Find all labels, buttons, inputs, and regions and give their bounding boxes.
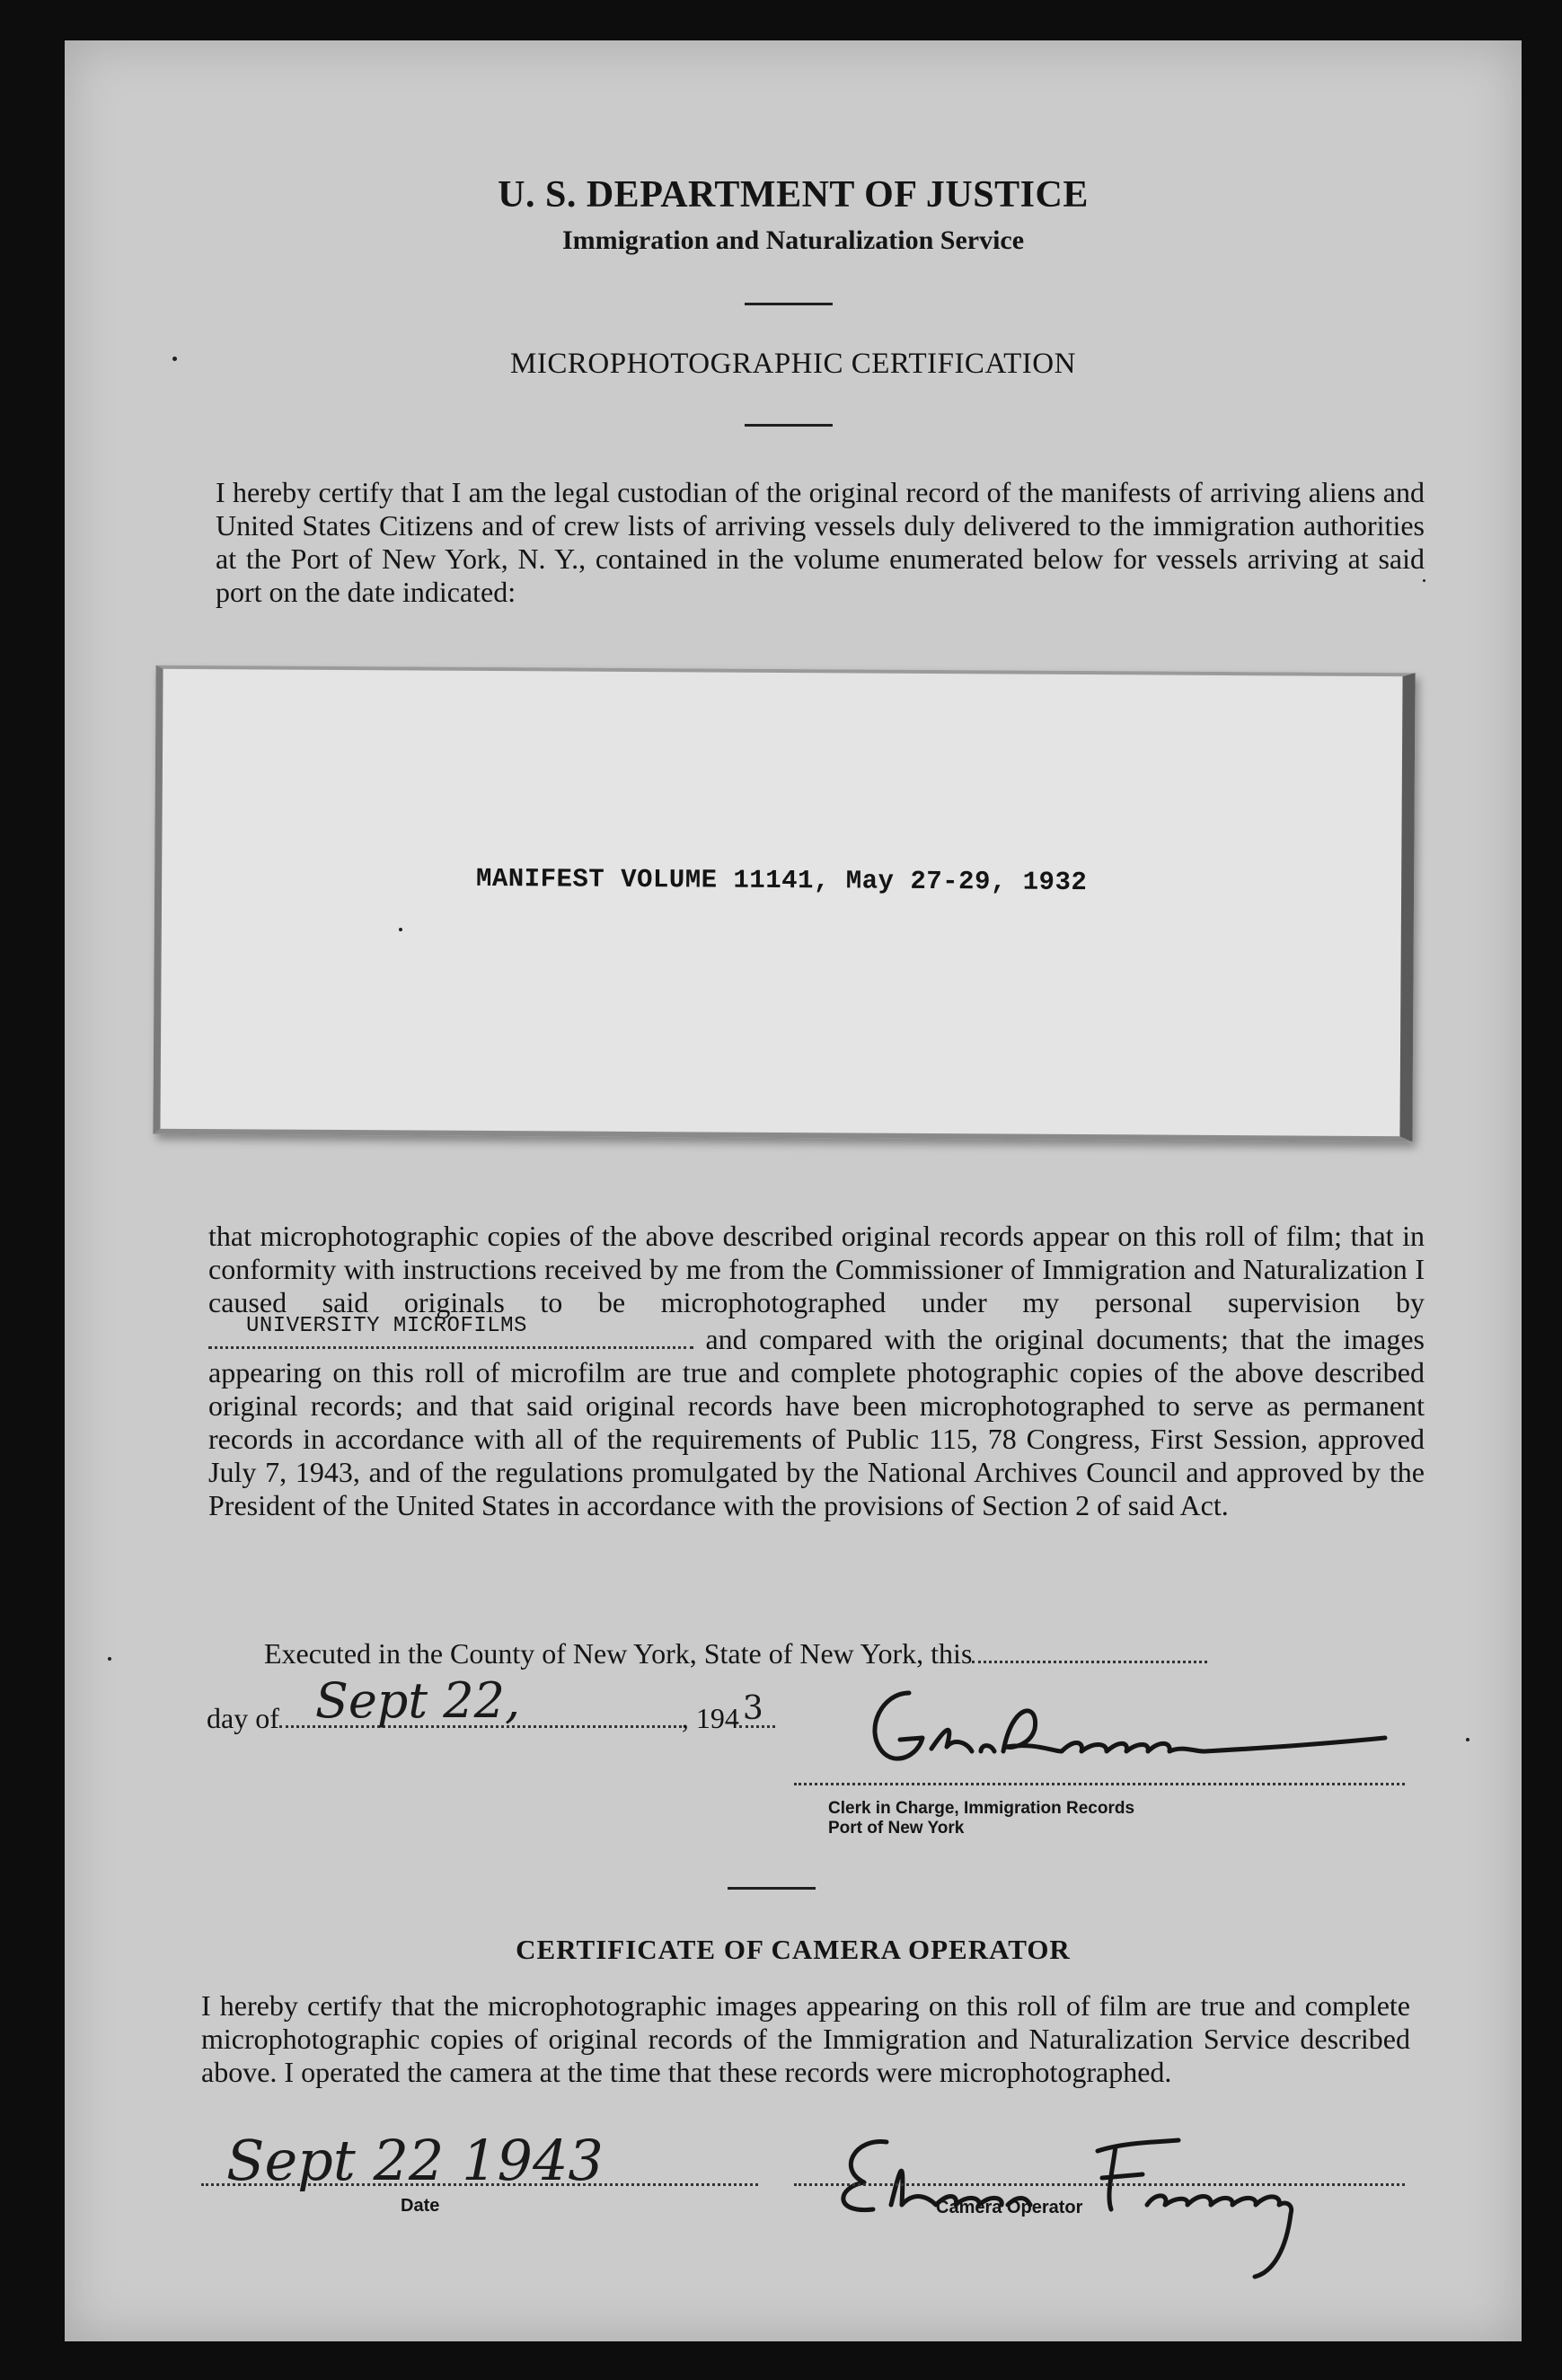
- clerk-title-line2: Port of New York: [828, 1819, 965, 1838]
- clerk-title: [828, 1799, 1134, 1838]
- executed-text: Executed in the County of New York, State of New York, this: [264, 1637, 973, 1670]
- day-of-label: day of: [207, 1702, 279, 1734]
- clerk-signature-line: [794, 1783, 1405, 1785]
- executed-day-blank: [972, 1637, 1207, 1663]
- manifest-volume-card: [153, 666, 1415, 1142]
- manifest-volume-text: MANIFEST VOLUME 11141, May 27-29, 1932: [475, 863, 1088, 898]
- supervision-blank: [208, 1314, 693, 1349]
- date-label: Date: [401, 2196, 440, 2216]
- certificate-sheet: [65, 40, 1522, 2341]
- camera-operator-label: Camera Operator: [936, 2198, 1083, 2217]
- camera-operator-title: CERTIFICATE OF CAMERA OPERATOR: [516, 1934, 1071, 1965]
- body-text-before: that microphotographic copies of the above described original records appear on this roll of film; that in conformity with instructions received by me from the Commissioner of Immigration and Naturalization I caused said originals to be microphotographed under my personal supervision by: [208, 1220, 1425, 1318]
- supervised-by-value: UNIVERSITY MICROFILMS: [246, 1314, 527, 1338]
- service-subtitle: Immigration and Naturalization Service: [561, 225, 1025, 255]
- handwritten-date: Sept 22 1943: [226, 2128, 604, 2193]
- handwritten-year-digit: 3: [742, 1690, 763, 1727]
- department-title: U. S. DEPARTMENT OF JUSTICE: [498, 174, 1089, 216]
- year-blank: [739, 1690, 775, 1728]
- camera-operator-paragraph: I hereby certify that the microphotographic images appearing on this roll of film are true and complete microphotographic copies of original records of the Immigration and Naturalization Service described above. I operated the camera at the time that these records were microphotographed.: [201, 1989, 1410, 2088]
- divider-rule: [745, 303, 833, 305]
- day-of-line: [207, 1672, 775, 1735]
- intro-paragraph: I hereby certify that I am the legal custodian of the original record of the manifests of arriving aliens and United States Citizens and of crew lists of arriving vessels duly delivered to the immigration authorities at the Port of New York, N. Y., contained in the volume enumerated below for vessels arriving at said port on the date indicated:: [216, 476, 1425, 608]
- clerk-signature: [846, 1666, 1403, 1783]
- camera-operator-signature: [801, 2115, 1412, 2286]
- clerk-title-line1: Clerk in Charge, Immigration Records: [828, 1799, 1135, 1818]
- certification-title: MICROPHOTOGRAPHIC CERTIFICATION: [510, 348, 1076, 380]
- handwritten-day-value: Sept 22,: [314, 1672, 521, 1729]
- divider-rule: [745, 424, 833, 427]
- body-paragraph: [208, 1220, 1425, 1522]
- year-prefix: , 194: [681, 1702, 739, 1734]
- divider-rule: [728, 1887, 816, 1890]
- body-text-after: and compared with the original documents; that the images appearing on this roll of microfilm are true and complete photographic copies of the above described original records; and that said original records have been microphotographed to serve as permanent records in accordance with all of the requirements of Public 115, 78 Congress, First Session, approved July 7, 1943, and of the regulations promulgated by the National Archives Council and approved by the President of the United States in accordance with the provisions of Section 2 of said Act.: [208, 1323, 1425, 1521]
- day-blank: [279, 1672, 682, 1729]
- camera-operator-line: [794, 2183, 1405, 2186]
